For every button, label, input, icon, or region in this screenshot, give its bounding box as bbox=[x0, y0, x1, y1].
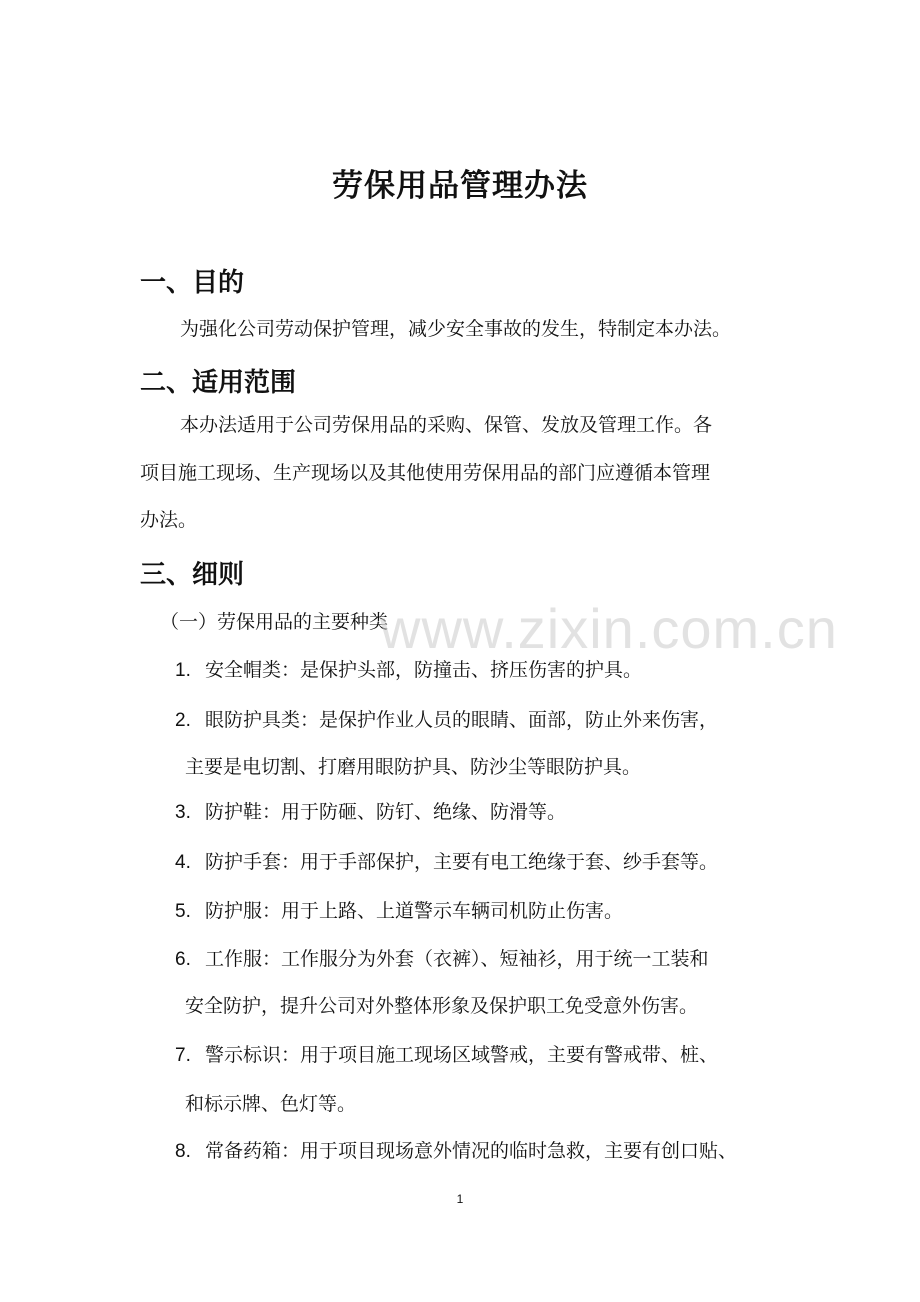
scope-paragraph-line-3: 办法。 bbox=[140, 509, 198, 531]
page-number: 1 bbox=[456, 1192, 464, 1206]
list-item-6-continuation: 安全防护，提升公司对外整体形象及保护职工免受意外伤害。 bbox=[185, 995, 699, 1017]
list-item-7-continuation: 和标示牌、色灯等。 bbox=[185, 1093, 357, 1115]
purpose-paragraph: 为强化公司劳动保护管理，减少安全事故的发生，特制定本办法。 bbox=[180, 318, 732, 340]
subsection-heading-types: （一）劳保用品的主要种类 bbox=[160, 611, 389, 633]
list-item-5: 5. 防护服：用于上路、上道警示车辆司机防止伤害。 bbox=[175, 900, 624, 922]
section-heading-scope: 二、适用范围 bbox=[140, 368, 297, 398]
watermark-text: www.zixin.com.cn bbox=[380, 597, 838, 660]
list-item-2: 2. 眼防护具类：是保护作业人员的眼睛、面部，防止外来伤害， bbox=[175, 709, 719, 731]
section-heading-details: 三、细则 bbox=[140, 560, 245, 590]
scope-paragraph-line-1: 本办法适用于公司劳保用品的采购、保管、发放及管理工作。各 bbox=[180, 414, 713, 436]
list-item-3: 3. 防护鞋：用于防砸、防钉、绝缘、防滑等。 bbox=[175, 801, 567, 823]
list-item-8: 8. 常备药箱：用于项目现场意外情况的临时急救，主要有创口贴、 bbox=[175, 1140, 738, 1162]
list-item-4: 4. 防护手套：用于手部保护，主要有电工绝缘于套、纱手套等。 bbox=[175, 851, 719, 873]
list-item-1: 1. 安全帽类：是保护头部，防撞击、挤压伤害的护具。 bbox=[175, 659, 643, 681]
list-item-7: 7. 警示标识：用于项目施工现场区域警戒，主要有警戒带、桩、 bbox=[175, 1044, 719, 1066]
document-title: 劳保用品管理办法 bbox=[332, 168, 588, 204]
section-heading-purpose: 一、目的 bbox=[140, 268, 245, 298]
list-item-2-continuation: 主要是电切割、打磨用眼防护具、防沙尘等眼防护具。 bbox=[185, 756, 642, 778]
scope-paragraph-line-2: 项目施工现场、生产现场以及其他使用劳保用品的部门应遵循本管理 bbox=[140, 462, 711, 484]
list-item-6: 6. 工作服：工作服分为外套（衣裤）、短袖衫，用于统一工装和 bbox=[175, 948, 709, 970]
